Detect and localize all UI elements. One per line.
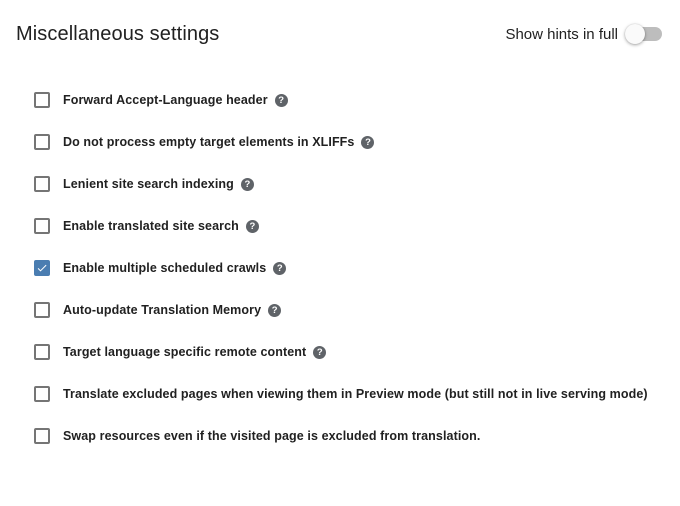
- setting-row-4: [34, 247, 680, 289]
- setting-label: Enable multiple scheduled crawls: [63, 261, 267, 275]
- help-icon[interactable]: ?: [241, 178, 254, 191]
- help-icon[interactable]: ?: [275, 94, 288, 107]
- help-icon[interactable]: ?: [273, 262, 286, 275]
- page-title: Miscellaneous settings: [16, 22, 220, 45]
- checkbox[interactable]: [34, 92, 50, 108]
- checkmark-icon: [36, 261, 48, 275]
- checkbox[interactable]: [34, 428, 50, 444]
- setting-label: Do not process empty target elements in XLIFFs: [63, 135, 355, 149]
- settings-list: [0, 79, 680, 457]
- checkbox[interactable]: [34, 218, 50, 234]
- help-icon[interactable]: ?: [313, 346, 326, 359]
- checkbox[interactable]: [34, 176, 50, 192]
- setting-label: Forward Accept-Language header: [63, 93, 268, 107]
- show-hints-label: Show hints in full: [505, 25, 618, 43]
- setting-label: Auto-update Translation Memory: [63, 303, 262, 317]
- setting-row-5: [34, 289, 680, 331]
- toggle-knob-icon: [625, 24, 645, 44]
- setting-label: Swap resources even if the visited page is excluded from translation.: [63, 429, 481, 443]
- checkbox[interactable]: [34, 260, 50, 276]
- setting-label: Lenient site search indexing: [63, 177, 234, 191]
- setting-label: Translate excluded pages when viewing them in Preview mode (but still not in live serving mode): [63, 387, 648, 401]
- setting-row-7: [34, 373, 680, 415]
- checkbox[interactable]: [34, 134, 50, 150]
- setting-row-2: [34, 163, 680, 205]
- checkbox[interactable]: [34, 386, 50, 402]
- help-icon[interactable]: ?: [246, 220, 259, 233]
- show-hints-toggle[interactable]: [628, 27, 662, 41]
- setting-label: Enable translated site search: [63, 219, 239, 233]
- setting-label: Target language specific remote content: [63, 345, 307, 359]
- checkbox[interactable]: [34, 302, 50, 318]
- setting-row-3: [34, 205, 680, 247]
- setting-row-8: [34, 415, 680, 457]
- help-icon[interactable]: ?: [268, 304, 281, 317]
- checkbox[interactable]: [34, 344, 50, 360]
- help-icon[interactable]: ?: [361, 136, 374, 149]
- setting-row-1: [34, 121, 680, 163]
- setting-row-6: [34, 331, 680, 373]
- setting-row-0: [34, 79, 680, 121]
- page-header: [0, 0, 680, 48]
- show-hints-control: [505, 26, 666, 43]
